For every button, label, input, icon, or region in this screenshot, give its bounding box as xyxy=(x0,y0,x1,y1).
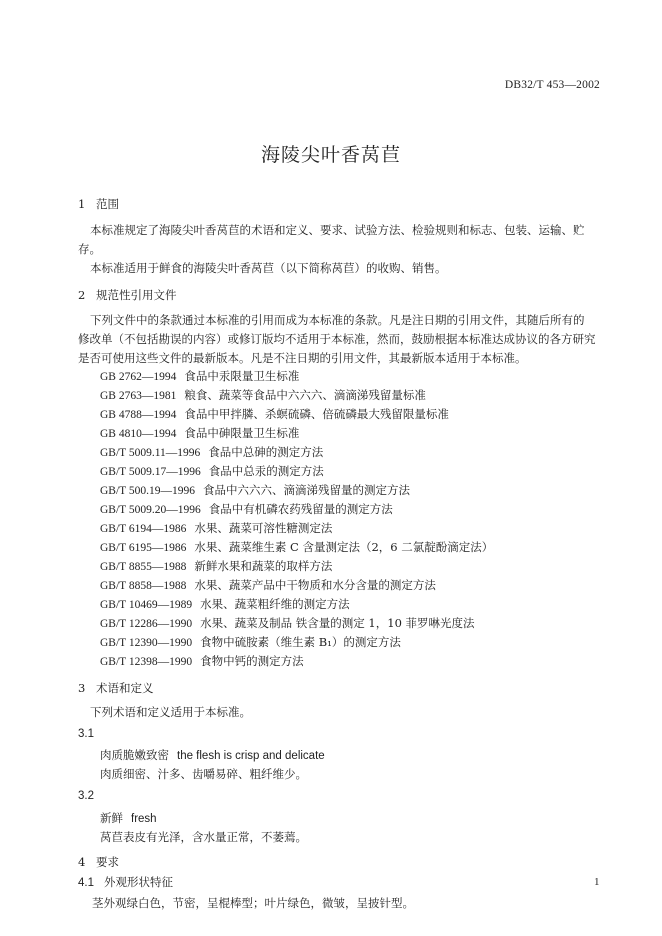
term-chinese: 肉质脆嫩致密 xyxy=(100,748,169,762)
reference-title: 水果、蔬菜产品中干物质和水分含量的测定方法 xyxy=(194,578,436,592)
reference-title: 食物中硫胺素（维生素 B₁）的测定方法 xyxy=(200,635,401,649)
reference-code: GB/T 5009.17—1996 xyxy=(100,466,201,478)
reference-title: 水果、蔬菜及制品 铁含量的测定 1，10 菲罗啉光度法 xyxy=(200,616,475,630)
reference-item xyxy=(100,577,436,593)
reference-title: 水果、蔬菜维生素 C 含量测定法（2，6 二氯靛酚滴定法） xyxy=(194,540,494,554)
reference-code: GB/T 5009.11—1996 xyxy=(100,447,201,459)
reference-item xyxy=(100,558,332,574)
subsection-title: 外观形状特征 xyxy=(104,877,173,889)
reference-code: GB/T 12286—1990 xyxy=(100,618,193,630)
reference-code: GB/T 500.19—1996 xyxy=(100,485,195,497)
term-entry xyxy=(100,747,325,763)
section-number: 2 xyxy=(78,288,86,302)
reference-code: GB/T 6194—1986 xyxy=(100,523,187,535)
term-definition: 莴苣表皮有光泽，含水量正常，不萎蔫。 xyxy=(100,830,307,844)
term-chinese: 新鲜 xyxy=(100,811,123,825)
term-entry xyxy=(100,810,157,826)
paragraph-line: 是否可使用这些文件的最新版本。凡是不注日期的引用文件，其最新版本适用于本标准。 xyxy=(78,351,527,365)
section-title: 规范性引用文件 xyxy=(96,288,177,302)
reference-title: 食品中六六六、滴滴涕残留量的测定方法 xyxy=(203,483,410,497)
paragraph-line: 存。 xyxy=(78,242,101,256)
reference-title: 食品中汞限量卫生标准 xyxy=(184,369,300,383)
paragraph-line: 本标准适用于鲜食的海陵尖叶香莴苣（以下简称莴苣）的收购、销售。 xyxy=(90,261,447,275)
reference-title: 新鲜水果和蔬菜的取样方法 xyxy=(194,559,333,573)
section-2-heading xyxy=(78,287,177,303)
reference-item xyxy=(100,539,493,555)
reference-title: 粮食、蔬菜等食品中六六六、滴滴涕残留量标准 xyxy=(184,388,426,402)
section-1-heading xyxy=(78,196,119,212)
reference-item xyxy=(100,596,350,612)
reference-code: GB/T 10469—1989 xyxy=(100,599,193,611)
reference-title: 食品中总汞的测定方法 xyxy=(208,464,324,478)
paragraph-line: 修改单（不包括勘误的内容）或修订版均不适用于本标准，然而，鼓励根据本标准达成协议的各方研究 xyxy=(78,332,596,346)
reference-title: 食品中甲拌膦、杀螟硫磷、倍硫磷最大残留限量标准 xyxy=(184,407,449,421)
term-english: fresh xyxy=(131,813,157,825)
reference-item xyxy=(100,368,299,384)
reference-title: 食品中砷限量卫生标准 xyxy=(184,426,300,440)
section-title: 术语和定义 xyxy=(96,681,154,695)
paragraph-line: 下列文件中的条款通过本标准的引用而成为本标准的条款。凡是注日期的引用文件，其随后所有的 xyxy=(90,313,585,327)
section-4-heading xyxy=(78,854,119,870)
section-number: 3 xyxy=(78,681,86,695)
page-number: 1 xyxy=(594,876,600,888)
reference-item xyxy=(100,520,332,536)
reference-title: 食品中有机磷农药残留量的测定方法 xyxy=(208,502,393,516)
reference-title: 食物中钙的测定方法 xyxy=(200,654,304,668)
reference-item xyxy=(100,615,475,631)
section-title: 范围 xyxy=(96,197,119,211)
term-definition: 肉质细密、汁多、齿嚼易碎、粗纤维少。 xyxy=(100,767,307,781)
reference-title: 水果、蔬菜粗纤维的测定方法 xyxy=(200,597,350,611)
reference-code: GB/T 12398—1990 xyxy=(100,656,193,668)
reference-title: 水果、蔬菜可溶性糖测定法 xyxy=(194,521,333,535)
reference-item xyxy=(100,482,410,498)
subsection-number: 4.1 xyxy=(78,877,94,889)
reference-code: GB/T 8855—1988 xyxy=(100,561,187,573)
subsection-number: 3.1 xyxy=(78,728,94,740)
section-number: 1 xyxy=(78,197,86,211)
paragraph-line: 茎外观绿白色，节密，呈棍棒型；叶片绿色，微皱，呈披针型。 xyxy=(92,896,414,910)
reference-item xyxy=(100,444,323,460)
reference-code: GB 4788—1994 xyxy=(100,409,177,421)
reference-item xyxy=(100,634,401,650)
document-title: 海陵尖叶香莴苣 xyxy=(260,144,401,166)
reference-item xyxy=(100,387,426,403)
reference-code: GB 2763—1981 xyxy=(100,390,177,402)
reference-code: GB 2762—1994 xyxy=(100,371,177,383)
reference-code: GB/T 6195—1986 xyxy=(100,542,187,554)
reference-item xyxy=(100,425,299,441)
paragraph-line: 下列术语和定义适用于本标准。 xyxy=(90,705,251,719)
reference-title: 食品中总砷的测定方法 xyxy=(208,445,324,459)
reference-code: GB/T 5009.20—1996 xyxy=(100,504,201,516)
standard-number: DB32/T 453—2002 xyxy=(504,79,600,91)
paragraph-line: 本标准规定了海陵尖叶香莴苣的术语和定义、要求、试验方法、检验规则和标志、包装、运输、贮 xyxy=(90,223,585,237)
reference-code: GB/T 8858—1988 xyxy=(100,580,187,592)
section-3-heading xyxy=(78,680,154,696)
reference-item xyxy=(100,463,324,479)
subsection-heading xyxy=(78,874,173,890)
subsection-number: 3.2 xyxy=(78,790,94,802)
reference-code: GB 4810—1994 xyxy=(100,428,177,440)
section-title: 要求 xyxy=(96,855,119,869)
term-english: the flesh is crisp and delicate xyxy=(177,750,325,762)
reference-item xyxy=(100,653,304,669)
reference-code: GB/T 12390—1990 xyxy=(100,637,193,649)
section-number: 4 xyxy=(78,855,86,869)
reference-item xyxy=(100,501,393,517)
reference-item xyxy=(100,406,449,422)
